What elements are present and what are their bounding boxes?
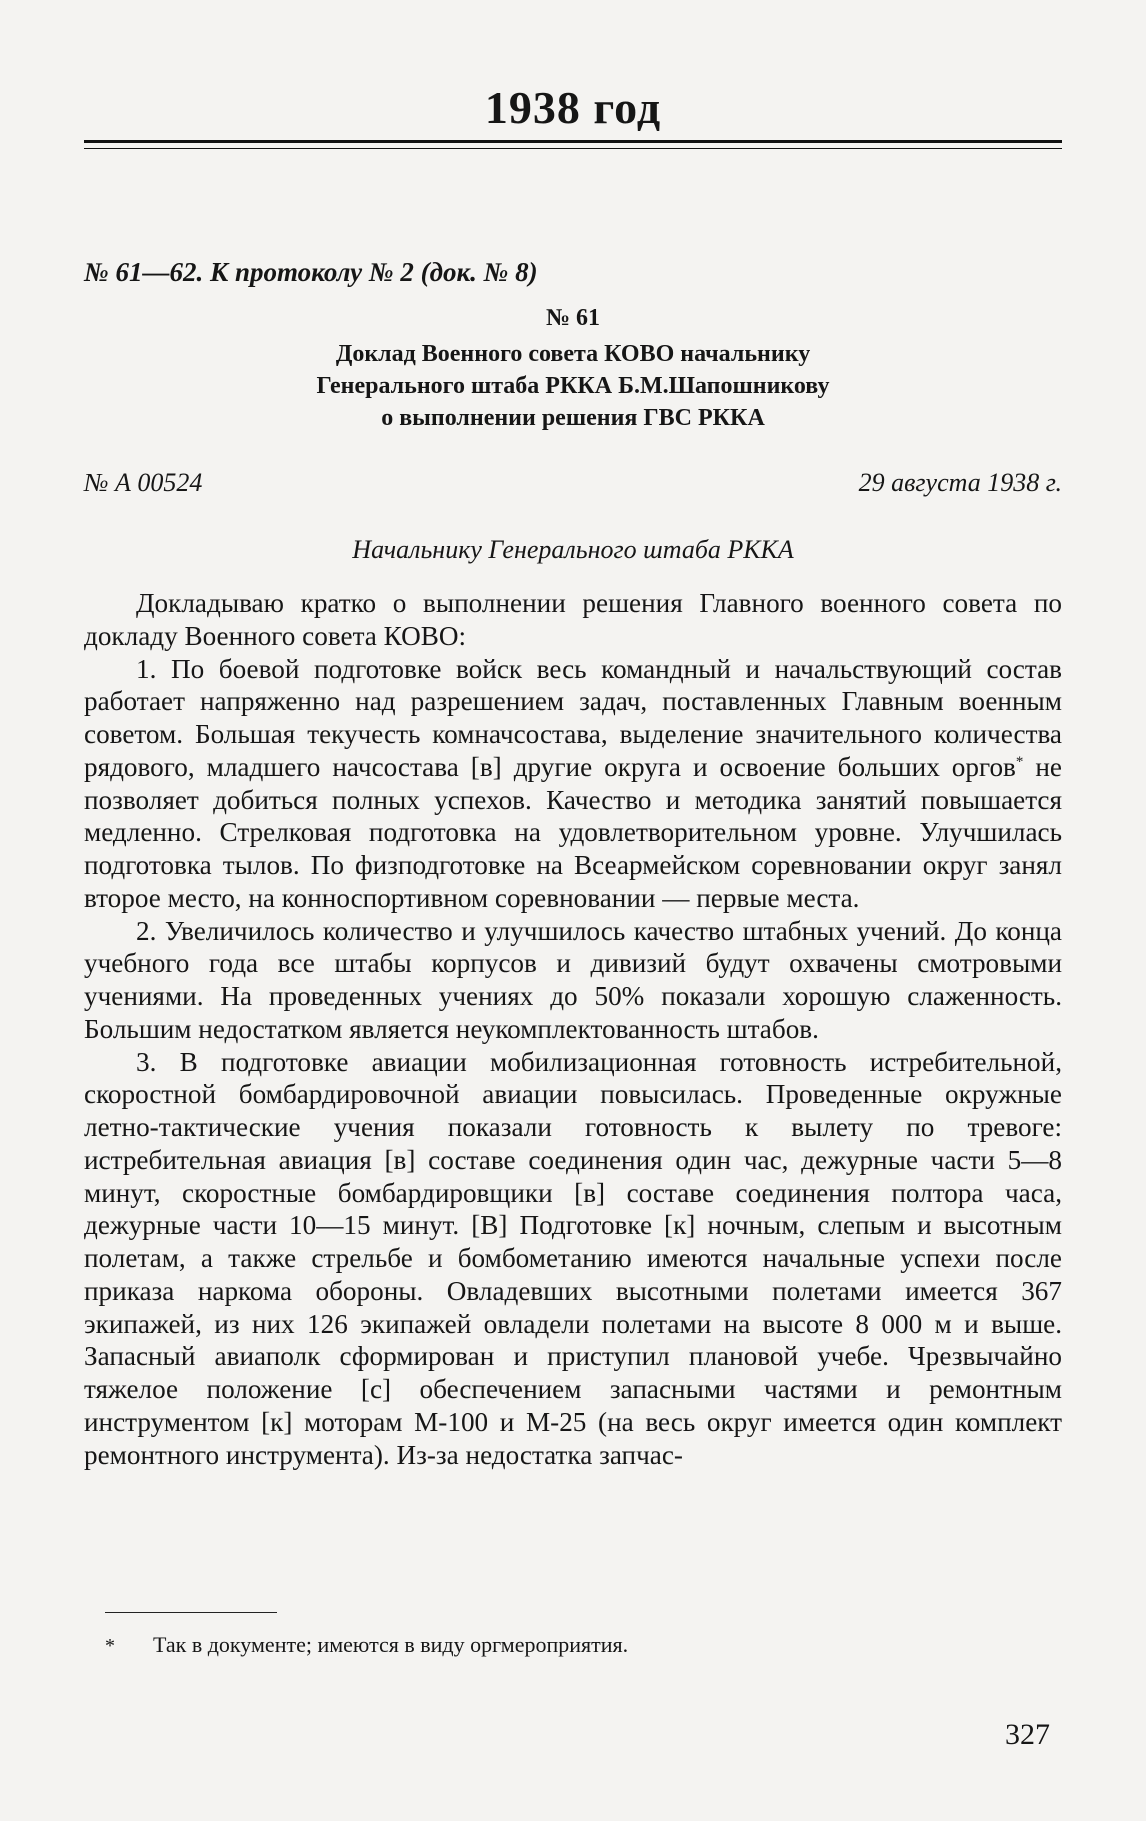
paragraph-intro: Докладываю кратко о выполнении решения Главного военного совета по докладу Военного совета КОВО: (84, 588, 1062, 651)
document-title-line: Генерального штаба РККА Б.М.Шапошникову (316, 373, 830, 399)
footnote-text: Так в документе; имеются в виду оргмероприятия. (153, 1632, 629, 1657)
running-head: 1938 год (484, 82, 662, 133)
document-reference: № 61—62. К протоколу № 2 (док. № 8) (84, 257, 538, 287)
paragraph-1-text: 1. По боевой подготовке войск весь командный и начальствующий состав работает напряженно над разрешением задач, поставленных Главным военным советом. Большая текучесть комначсостава, выделение значительного количества рядового, младшего начсостава [в] другие округа и освоение больших оргов (84, 653, 1062, 782)
addressee: Начальнику Генерального штаба РККА (352, 535, 794, 564)
paragraph-1 (84, 653, 1062, 915)
report-body (84, 587, 1062, 1471)
document-date: 29 августа 1938 г. (858, 468, 1062, 497)
paragraph-1-continued: не позволяет добиться полных успехов. Качество и методика занятий повышается медленно. Стрелковая подготовка на удовлетворительном уровне. Улучшилась подготовка тылов. По физподготовке на Всеармейском соревновании округ занял второе место, на конноспортивном соревновании — первые места. (84, 751, 1063, 913)
header-rule-thick (84, 140, 1062, 143)
page-number: 327 (1005, 1718, 1050, 1751)
document-title (84, 338, 1062, 434)
document-meta (84, 465, 1062, 501)
paragraph-2: 2. Увеличилось количество и улучшилось качество штабных учений. До конца учебного года все штабы корпусов и дивизий будут охвачены смотровыми учениями. На проведенных учениях до 50% показали хорошую слаженность. Большим недостатком является неукомплектованность штабов. (84, 915, 1062, 1044)
document-title-line: Доклад Военного совета КОВО начальнику (335, 341, 811, 367)
footnote-mark: * (105, 1635, 115, 1657)
document-number: № 61 (545, 305, 601, 331)
footnote-reference: * (1015, 753, 1024, 770)
footnote-rule (105, 1612, 277, 1613)
document-title-line: о выполнении решения ГВС РККА (381, 405, 765, 431)
paragraph-3: 3. В подготовке авиации мобилизационная готовность истребительной, скоростной бомбардировочной авиации повысилась. Проведенные окружные летно-тактические учения показали готовность к вылету по тревоге: истребительная авиация [в] составе соединения один час, дежурные части 5—8 минут, скоростные бомбардировщики [в] составе соединения полтора часа, дежурные части 10—15 минут. [В] Подготовке [к] ночным, слепым и высотным полетам, а также стрельбе и бомбометанию имеются начальные успехи после приказа наркома обороны. Овладевших высотными полетами имеется 367 экипажей, из них 126 экипажей овладели полетами на высоте 8 000 м и выше. Запасный авиаполк сформирован и приступил плановой учебе. Чрезвычайно тяжелое положение [с] обеспечением запасными частями и ремонтным инструментом [к] моторам М-100 и М-25 (на весь округ имеется один комплект ремонтного инструмента). Из-за недостатка запчас- (84, 1046, 1062, 1470)
header-rule-thin (84, 148, 1062, 149)
registration-number: № А 00524 (84, 468, 203, 497)
footnote (105, 1630, 1045, 1661)
